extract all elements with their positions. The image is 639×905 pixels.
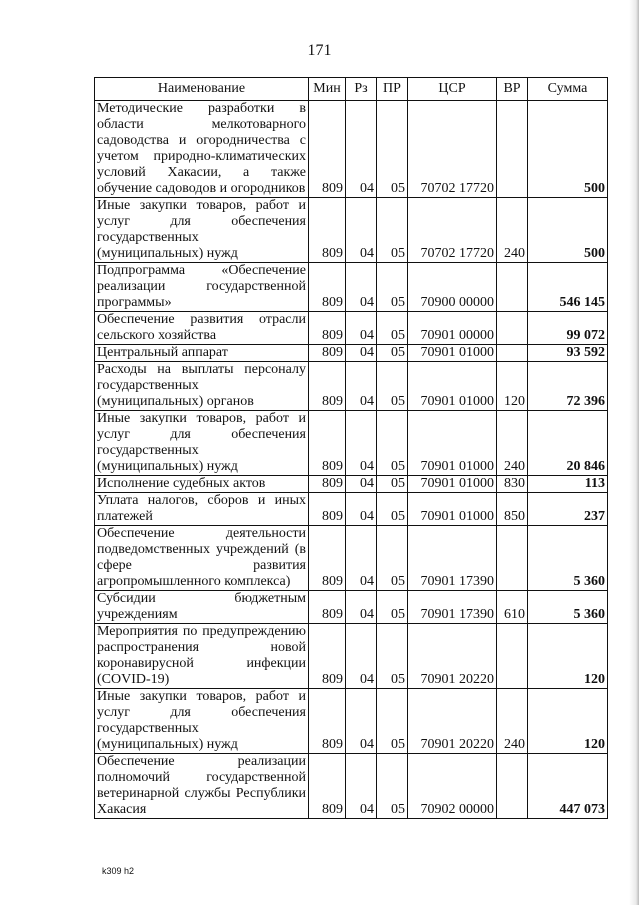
row-csr: 70900 00000 xyxy=(408,263,497,312)
row-sum: 5 360 xyxy=(528,591,608,624)
row-vr: 240 xyxy=(497,411,528,476)
row-min: 809 xyxy=(309,591,346,624)
row-csr: 70901 17390 xyxy=(408,591,497,624)
table-row xyxy=(95,493,608,526)
row-rz: 04 xyxy=(346,198,377,263)
row-csr: 70901 01000 xyxy=(408,345,497,362)
row-name: Обеспечение реализации полномочий государственной ветеринарной службы Республики Хакасия xyxy=(95,754,309,819)
row-sum: 20 846 xyxy=(528,411,608,476)
table-row xyxy=(95,263,608,312)
row-min: 809 xyxy=(309,689,346,754)
row-vr: 610 xyxy=(497,591,528,624)
row-rz: 04 xyxy=(346,101,377,198)
row-pr: 05 xyxy=(377,263,408,312)
row-csr: 70702 17720 xyxy=(408,198,497,263)
row-name: Обеспечение деятельности подведомственных учреждений (в сфере развития агропромышленного комплекса) xyxy=(95,526,309,591)
row-csr: 70901 20220 xyxy=(408,624,497,689)
row-sum: 120 xyxy=(528,689,608,754)
row-name: Иные закупки товаров, работ и услуг для обеспечения государственных (муниципальных) нужд xyxy=(95,198,309,263)
header-rz: Рз xyxy=(346,78,377,101)
row-rz: 04 xyxy=(346,493,377,526)
header-min: Мин xyxy=(309,78,346,101)
table-row xyxy=(95,591,608,624)
row-sum: 237 xyxy=(528,493,608,526)
row-min: 809 xyxy=(309,312,346,345)
row-min: 809 xyxy=(309,101,346,198)
row-vr: 830 xyxy=(497,476,528,493)
row-vr xyxy=(497,526,528,591)
row-pr: 05 xyxy=(377,591,408,624)
row-csr: 70901 20220 xyxy=(408,689,497,754)
row-pr: 05 xyxy=(377,526,408,591)
row-name: Уплата налогов, сборов и иных платежей xyxy=(95,493,309,526)
row-vr xyxy=(497,624,528,689)
row-name: Субсидии бюджетным учреждениям xyxy=(95,591,309,624)
table-row xyxy=(95,411,608,476)
row-pr: 05 xyxy=(377,312,408,345)
table-row xyxy=(95,362,608,411)
row-name: Расходы на выплаты персоналу государственных (муниципальных) органов xyxy=(95,362,309,411)
row-name: Мероприятия по предупреждению распространения новой коронавирусной инфекции (COVID-19) xyxy=(95,624,309,689)
table-row xyxy=(95,101,608,198)
row-csr: 70702 17720 xyxy=(408,101,497,198)
row-sum: 99 072 xyxy=(528,312,608,345)
row-csr: 70901 01000 xyxy=(408,476,497,493)
row-rz: 04 xyxy=(346,411,377,476)
header-pr: ПР xyxy=(377,78,408,101)
row-pr: 05 xyxy=(377,345,408,362)
row-min: 809 xyxy=(309,263,346,312)
row-sum: 546 145 xyxy=(528,263,608,312)
row-vr: 120 xyxy=(497,362,528,411)
header-sum: Сумма xyxy=(528,78,608,101)
row-min: 809 xyxy=(309,362,346,411)
row-vr xyxy=(497,754,528,819)
row-min: 809 xyxy=(309,526,346,591)
scan-edge-shadow xyxy=(629,0,639,905)
table-row xyxy=(95,526,608,591)
table-row xyxy=(95,312,608,345)
row-min: 809 xyxy=(309,411,346,476)
header-vr: ВР xyxy=(497,78,528,101)
row-sum: 93 592 xyxy=(528,345,608,362)
row-name: Обеспечение развития отрасли сельского хозяйства xyxy=(95,312,309,345)
row-pr: 05 xyxy=(377,198,408,263)
row-sum: 500 xyxy=(528,101,608,198)
row-name: Иные закупки товаров, работ и услуг для обеспечения государственных (муниципальных) нужд xyxy=(95,411,309,476)
row-rz: 04 xyxy=(346,754,377,819)
footer-code: k309 h2 xyxy=(102,866,135,876)
row-vr: 240 xyxy=(497,198,528,263)
table-row xyxy=(95,476,608,493)
row-rz: 04 xyxy=(346,689,377,754)
row-name: Подпрограмма «Обеспечение реализации государственной программы» xyxy=(95,263,309,312)
row-min: 809 xyxy=(309,624,346,689)
row-name: Исполнение судебных актов xyxy=(95,476,309,493)
row-sum: 120 xyxy=(528,624,608,689)
row-sum: 447 073 xyxy=(528,754,608,819)
row-vr: 850 xyxy=(497,493,528,526)
row-name: Иные закупки товаров, работ и услуг для обеспечения государственных (муниципальных) нужд xyxy=(95,689,309,754)
header-csr: ЦСР xyxy=(408,78,497,101)
row-sum: 72 396 xyxy=(528,362,608,411)
row-rz: 04 xyxy=(346,312,377,345)
row-min: 809 xyxy=(309,493,346,526)
table-row xyxy=(95,345,608,362)
table-row xyxy=(95,754,608,819)
table-header-row xyxy=(95,78,608,101)
row-csr: 70901 17390 xyxy=(408,526,497,591)
row-pr: 05 xyxy=(377,754,408,819)
row-min: 809 xyxy=(309,198,346,263)
row-rz: 04 xyxy=(346,362,377,411)
row-pr: 05 xyxy=(377,411,408,476)
row-min: 809 xyxy=(309,345,346,362)
row-vr xyxy=(497,345,528,362)
row-min: 809 xyxy=(309,476,346,493)
page-number: 171 xyxy=(307,42,332,59)
row-name: Методические разработки в области мелкотоварного садоводства и огородничества с учетом природно-климатических условий Хакасии, а также обучение садоводов и огородников xyxy=(95,101,309,198)
row-vr xyxy=(497,312,528,345)
row-pr: 05 xyxy=(377,362,408,411)
row-rz: 04 xyxy=(346,345,377,362)
row-csr: 70902 00000 xyxy=(408,754,497,819)
row-vr xyxy=(497,263,528,312)
table-row xyxy=(95,198,608,263)
row-pr: 05 xyxy=(377,624,408,689)
row-sum: 5 360 xyxy=(528,526,608,591)
row-pr: 05 xyxy=(377,476,408,493)
table-row xyxy=(95,624,608,689)
row-vr xyxy=(497,101,528,198)
row-rz: 04 xyxy=(346,263,377,312)
row-rz: 04 xyxy=(346,591,377,624)
row-rz: 04 xyxy=(346,624,377,689)
budget-table xyxy=(94,77,608,819)
row-vr: 240 xyxy=(497,689,528,754)
row-name: Центральный аппарат xyxy=(95,345,309,362)
row-pr: 05 xyxy=(377,493,408,526)
table-row xyxy=(95,689,608,754)
row-pr: 05 xyxy=(377,101,408,198)
row-sum: 113 xyxy=(528,476,608,493)
row-csr: 70901 01000 xyxy=(408,493,497,526)
row-csr: 70901 01000 xyxy=(408,411,497,476)
header-name: Наименование xyxy=(95,78,309,101)
row-rz: 04 xyxy=(346,526,377,591)
row-csr: 70901 00000 xyxy=(408,312,497,345)
row-min: 809 xyxy=(309,754,346,819)
row-csr: 70901 01000 xyxy=(408,362,497,411)
row-pr: 05 xyxy=(377,689,408,754)
row-rz: 04 xyxy=(346,476,377,493)
row-sum: 500 xyxy=(528,198,608,263)
